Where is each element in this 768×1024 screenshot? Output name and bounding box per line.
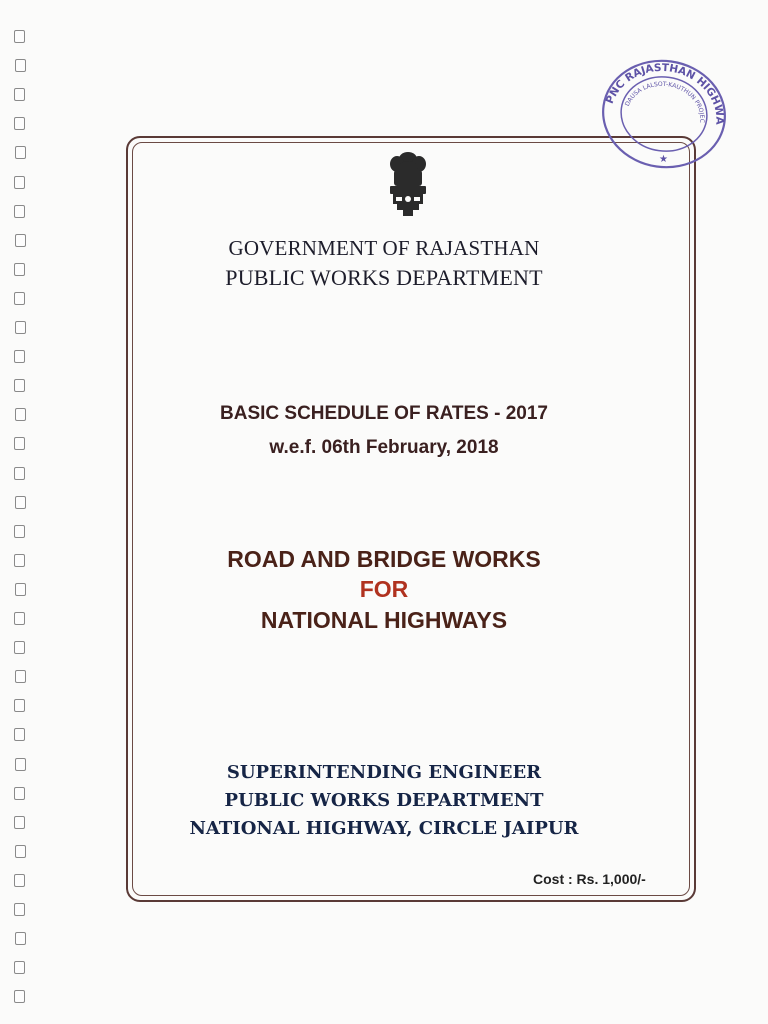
binding-hole bbox=[15, 496, 26, 509]
binding-hole bbox=[14, 205, 25, 218]
binding-hole bbox=[14, 990, 25, 1003]
subject-line-1: ROAD AND BRIDGE WORKS bbox=[227, 546, 541, 572]
binding-hole bbox=[15, 59, 26, 72]
binding-hole bbox=[14, 874, 25, 887]
binding-hole bbox=[14, 117, 25, 130]
binding-hole bbox=[14, 176, 25, 189]
binding-hole bbox=[14, 379, 25, 392]
binding-hole bbox=[14, 699, 25, 712]
binding-hole bbox=[15, 146, 26, 159]
schedule-title: BASIC SCHEDULE OF RATES - 2017 bbox=[220, 403, 548, 424]
subject-line-3: NATIONAL HIGHWAYS bbox=[260, 607, 508, 633]
binding-hole bbox=[14, 350, 25, 363]
binding-hole bbox=[14, 467, 25, 480]
binding-hole bbox=[15, 845, 26, 858]
effective-date: w.e.f. 06th February, 2018 bbox=[269, 437, 499, 458]
binding-hole bbox=[14, 292, 25, 305]
issuer-line-3: NATIONAL HIGHWAY, CIRCLE JAIPUR bbox=[189, 818, 579, 839]
binding-hole bbox=[14, 903, 25, 916]
subject-line-2: FOR bbox=[359, 576, 409, 602]
binding-hole bbox=[15, 932, 26, 945]
issuer-line-2: PUBLIC WORKS DEPARTMENT bbox=[224, 790, 544, 811]
issuer-line-1: SUPERINTENDING ENGINEER bbox=[226, 762, 542, 783]
svg-text:DAUSA LALSOT-KAUTHUN PROJECT: DAUSA LALSOT-KAUTHUN PROJECT bbox=[623, 80, 706, 124]
binding-hole bbox=[14, 728, 25, 741]
binding-hole bbox=[14, 525, 25, 538]
binding-holes bbox=[14, 30, 34, 1020]
binding-hole bbox=[14, 641, 25, 654]
national-emblem-icon bbox=[381, 150, 435, 220]
svg-text:★: ★ bbox=[659, 154, 668, 165]
binding-hole bbox=[14, 30, 25, 43]
department-title: PUBLIC WORKS DEPARTMENT bbox=[225, 265, 543, 290]
binding-hole bbox=[15, 670, 26, 683]
svg-text:PNC RAJASTHAN HIGHWAYS PVT. LT: PNC RAJASTHAN HIGHWAYS bbox=[603, 61, 726, 124]
binding-hole bbox=[14, 961, 25, 974]
government-title: GOVERNMENT OF RAJASTHAN bbox=[228, 236, 540, 260]
company-stamp bbox=[597, 56, 731, 172]
cost-label: Cost : Rs. 1,000/- bbox=[533, 871, 646, 887]
binding-hole bbox=[14, 88, 25, 101]
binding-hole bbox=[15, 321, 26, 334]
